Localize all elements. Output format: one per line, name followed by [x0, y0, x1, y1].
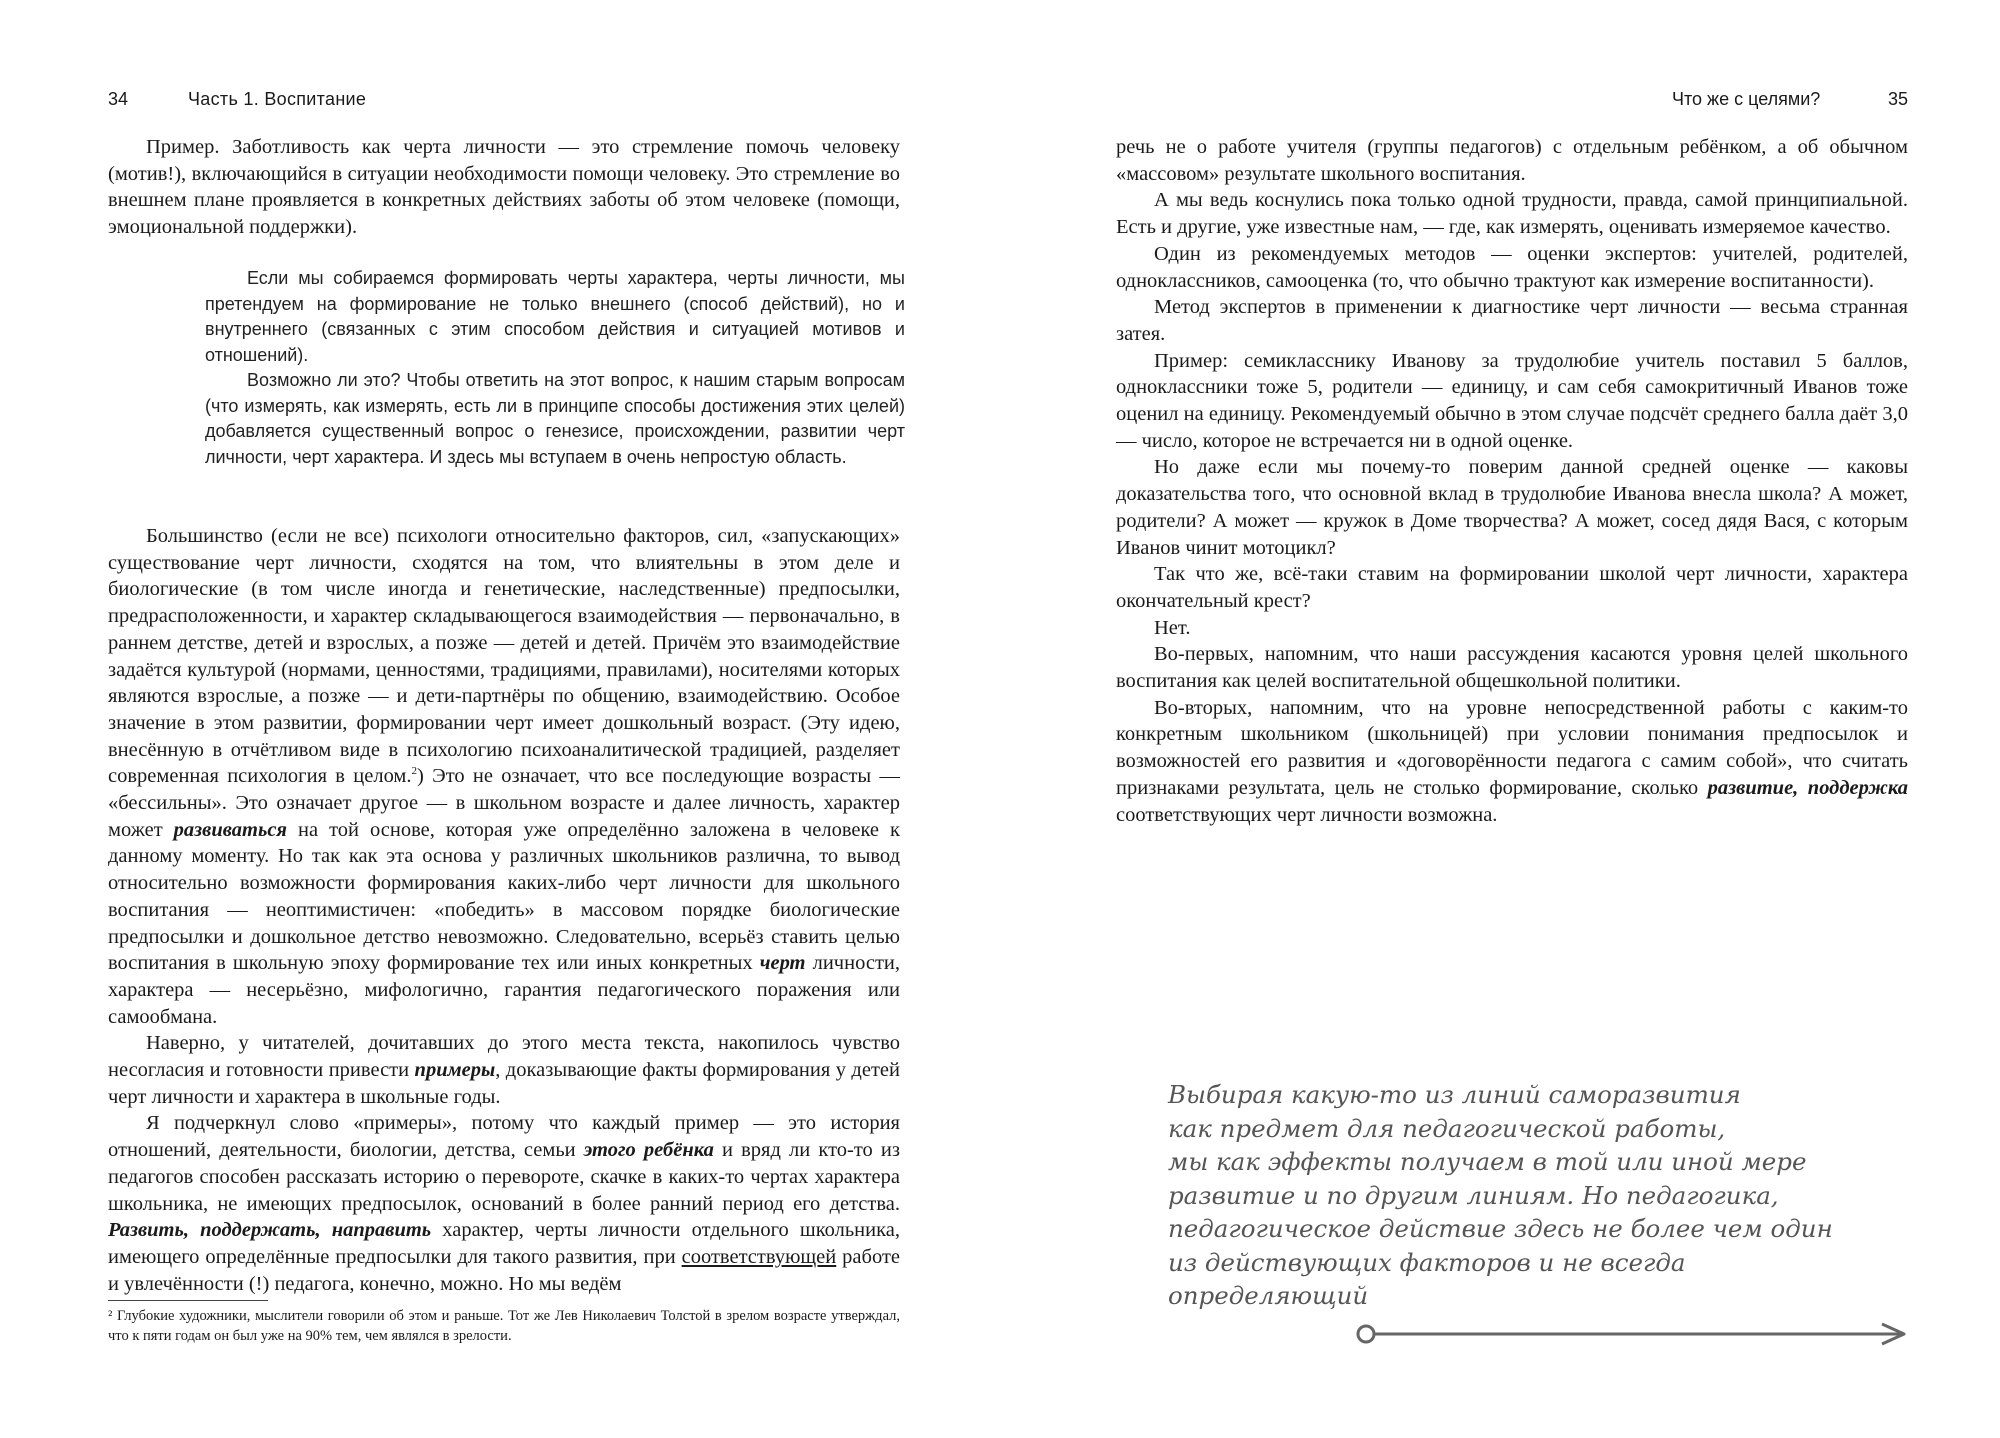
- pull-quote-line: определяющий: [1168, 1281, 1369, 1310]
- footnote: ² Глубокие художники, мыслители говорили об этом и раньше. Тот же Лев Николаевич Толстой в зрелом возрасте утверждал, что к пяти годам он был уже на 90% тем, чем являлся в зрелости.: [108, 1308, 900, 1344]
- paragraph: Большинство (если не все) психологи относительно факторов, сил, «запускающих» существование черт личности, сходятся на том, что влиятельны в этом деле и биологические (в том числе иногда и генетические, наследственные) предпосылки, предрасположенности, и характер складывающегося взаимодействия — первоначально, в раннем детстве, детей и взрослых, а позже — детей и детей. Причём это взаимодействие задаётся культурой (нормами, ценностями, традициями, правилами), носителями которых являются взрослые, а позже — и дети-партнёры по общению, взаимодействию. Особое значение в этом развитии, формировании черт имеет дошкольный возраст. (Эту идею, внесённую в отчётливом виде в психологию психоаналитической традицией, разделяет современная психология в целом.$^2$) Это не означает, что все последующие возрасты — «бессильны». Это означает другое — в школьном возрасте и далее личность, характер может развиваться на той основе, которая уже определённо заложена в человеке к данному моменту. Но так как эта основа у различных школьников различна, то вывод относительно возможности формирования каких-либо черт личности для школьного воспитания — неоптимистичен: «победить» в массовом порядке биологические предпосылки и дошкольное детство невозможно. Следовательно, всерьёз ставить целью воспитания в школьную эпоху формирование тех или иных конкретных черт личности, характера — несерьёзно, мифологично, гарантия педагогического поражения или самообмана.: [108, 525, 900, 1028]
- pull-quote-line: Выбирая какую-то из линий саморазвития: [1168, 1080, 1741, 1109]
- pull-quote-line: мы как эффекты получаем в той или иной мере: [1168, 1147, 1807, 1176]
- pull-quote-line: из действующих факторов и не всегда: [1168, 1247, 1686, 1277]
- running-head-left: Часть 1. Воспитание: [188, 89, 367, 109]
- main-text-right: [1116, 134, 1908, 828]
- paragraph: Пример: семикласснику Иванову за трудолюбие учитель поставил 5 баллов, одноклассники тоже 5, родители — единицу, и сам себя самокритичный Иванов тоже оценил на единицу. Рекомендуемый обычно в этом случае подсчёт среднего балла даёт 3,0 — число, которое не встречается ни в одной оценке.: [1116, 349, 1908, 452]
- pull-quote-line: как предмет для педагогической работы,: [1168, 1113, 1726, 1143]
- running-head-right: Что же с целями?: [1672, 89, 1821, 109]
- main-text-left: [108, 523, 900, 1297]
- intro-paragraph: Пример. Заботливость как черта личности — это стремление помочь человеку (мотив!), включающийся в ситуации необходимости помощи человеку. Это стремление во внешнем плане проявляется в конкретных действиях заботы об этом человеке (помощи, эмоциональной поддержки).: [108, 136, 900, 239]
- paragraph: Наверно, у читателей, дочитавших до этого места текста, накопилось чувство несогласия и готовности привести примеры, доказывающие факты формирования у детей черт личности и характера в школьные годы.: [108, 1032, 900, 1108]
- pull-quote: [1168, 1078, 1928, 1313]
- footnote-rule: [108, 1300, 268, 1301]
- paragraph: Метод экспертов в применении к диагностике черт личности — весьма странная затея.: [1116, 296, 1908, 345]
- paragraph: Один из рекомендуемых методов — оценки экспертов: учителей, родителей, одноклассников, самооценка (то, что обычно трактуют как измерение воспитанности).: [1116, 242, 1908, 292]
- insert-paragraph: Если мы собираемся формировать черты характера, черты личности, мы претендуем на формирование не только внешнего (способ действий), но и внутреннего (связанных с этим способом действия и ситуацией мотивов и отношений).: [205, 268, 905, 365]
- insert-block: [205, 266, 905, 470]
- page-number-right: 35: [1888, 89, 1909, 109]
- arrow-icon: [1350, 1320, 1920, 1350]
- paragraph: Во-вторых, напомним, что на уровне непосредственной работы с каким-то конкретным школьником (школьницей) при условии понимания предпосылок и возможностей его развития и «договорённости педагога с самим собой», что считать признаками результата, цель не столько формирование, сколько развитие, поддержка соответствующих черт личности возможна.: [1116, 696, 1908, 826]
- paragraph: Но даже если мы почему-то поверим данной средней оценке — каковы доказательства того, что основной вклад в трудолюбие Иванова внесла школа? А может, родители? А может — кружок в Доме творчества? А может, сосед дядя Вася, с которым Иванов чинит мотоцикл?: [1116, 456, 1908, 559]
- page-number-left: 34: [108, 89, 129, 109]
- paragraph: Нет.: [1154, 616, 1191, 639]
- paragraph: Так что же, всё-таки ставим на формировании школой черт личности, характера окончательный крест?: [1116, 563, 1908, 612]
- footnote-marker: 2: [411, 765, 418, 778]
- pull-quote-line: развитие и по другим линиям. Но педагогика,: [1168, 1180, 1779, 1210]
- paragraph: А мы ведь коснулись пока только одной трудности, правда, самой принципиальной. Есть и другие, уже известные нам, — где, как измерять, оценивать измеряемое качество.: [1116, 189, 1908, 239]
- insert-paragraph: Возможно ли это? Чтобы ответить на этот вопрос, к нашим старым вопросам (что измерять, как измерять, есть ли в принципе способы достижения этих целей) добавляется существенный вопрос о генезисе, происхождении, развитии черт личности, черт характера. И здесь мы вступаем в очень непростую область.: [205, 370, 905, 467]
- pull-quote-line: педагогическое действие здесь не более чем один: [1168, 1214, 1833, 1243]
- paragraph: Во-первых, напомним, что наши рассуждения касаются уровня целей школьного воспитания как целей воспитательной общешкольной политики.: [1116, 643, 1908, 693]
- example-label: Пример.: [146, 136, 220, 158]
- paragraph: Я подчеркнул слово «примеры», потому что каждый пример — это история отношений, деятельности, биологии, детства, семьи этого ребёнка и вряд ли кто-то из педагогов способен рассказать историю о перевороте, скачке в каких-то чертах характера школьника, не имеющих предпосылок, оснований в более ранний период его детства. Развить, поддержать, направить характер, черты личности отдельного школьника, имеющего определённые предпосылки для такого развития, при соответствующей работе и увлечённости (!) педагога, конечно, можно. Но мы ведём: [108, 1112, 900, 1295]
- paragraph: речь не о работе учителя (группы педагогов) с отдельным ребёнком, а об обычном «массовом» результате школьного воспитания.: [1116, 136, 1908, 185]
